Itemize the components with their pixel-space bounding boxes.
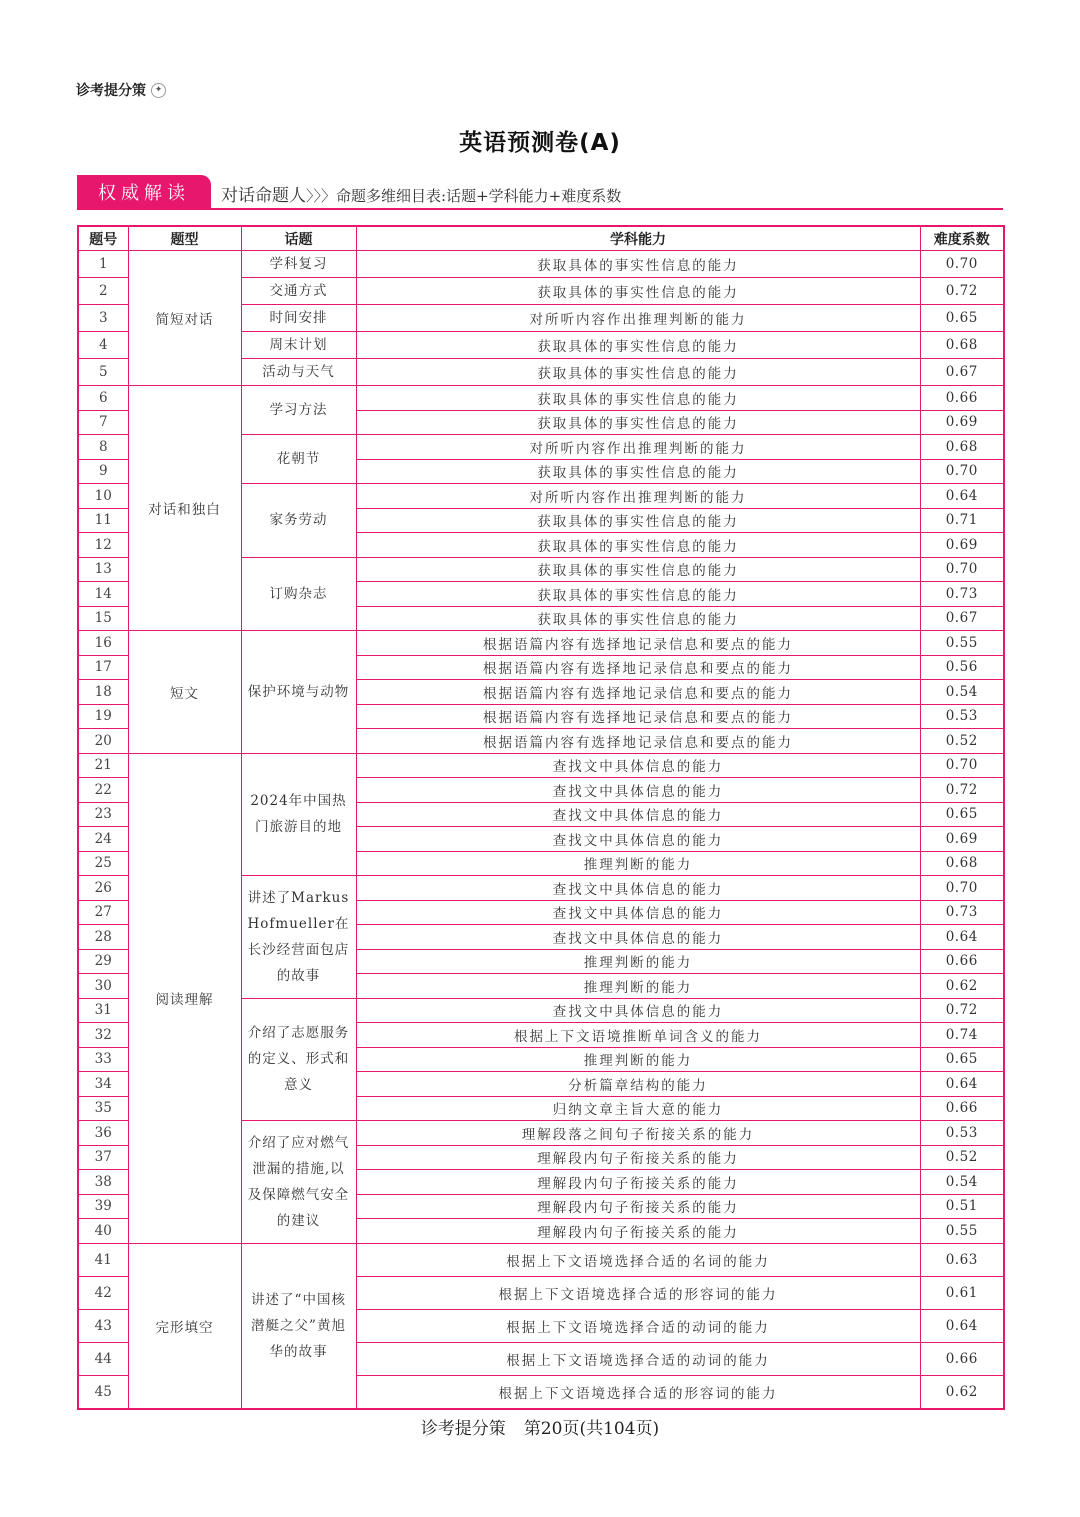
cell-ability: 查找文中具体信息的能力	[356, 925, 920, 950]
cell-difficulty: 0.70	[920, 557, 1004, 582]
cell-difficulty: 0.69	[920, 410, 1004, 435]
cell-question-no: 16	[78, 631, 128, 656]
cell-ability: 根据上下文语境选择合适的名词的能力	[356, 1243, 920, 1276]
banner-arrows: 〉〉〉	[306, 187, 337, 205]
brand-header	[76, 80, 166, 100]
cell-ability: 理解段落之间句子衔接关系的能力	[356, 1121, 920, 1146]
banner-subtitle: 命题多维细目表:话题+学科能力+难度系数	[336, 187, 622, 205]
cell-question-type: 对话和独白	[128, 386, 241, 631]
cell-question-no: 17	[78, 655, 128, 680]
cell-question-no: 27	[78, 900, 128, 925]
cell-question-no: 9	[78, 459, 128, 484]
cell-ability: 获取具体的事实性信息的能力	[356, 533, 920, 558]
cell-question-no: 13	[78, 557, 128, 582]
cell-question-no: 23	[78, 802, 128, 827]
cell-question-no: 34	[78, 1072, 128, 1097]
cell-ability: 对所听内容作出推理判断的能力	[356, 435, 920, 460]
cell-ability: 根据语篇内容有选择地记录信息和要点的能力	[356, 680, 920, 705]
cell-difficulty: 0.74	[920, 1023, 1004, 1048]
cell-difficulty: 0.73	[920, 900, 1004, 925]
cell-question-no: 25	[78, 851, 128, 876]
spec-table	[77, 225, 1005, 1410]
cell-question-no: 10	[78, 484, 128, 509]
cell-difficulty: 0.68	[920, 435, 1004, 460]
cell-difficulty: 0.73	[920, 582, 1004, 607]
header-ability: 学科能力	[356, 226, 920, 251]
table-body	[78, 251, 1004, 1409]
cell-difficulty: 0.68	[920, 851, 1004, 876]
cell-question-type: 完形填空	[128, 1243, 241, 1409]
cell-ability: 获取具体的事实性信息的能力	[356, 359, 920, 386]
cell-topic: 讲述了Markus Hofmueller在长沙经营面包店的故事	[241, 876, 356, 999]
footer-brand: 诊考提分策	[420, 1419, 506, 1439]
cell-difficulty: 0.70	[920, 251, 1004, 278]
cell-difficulty: 0.64	[920, 1072, 1004, 1097]
cell-difficulty: 0.63	[920, 1243, 1004, 1276]
cell-difficulty: 0.64	[920, 925, 1004, 950]
cell-ability: 理解段内句子衔接关系的能力	[356, 1170, 920, 1195]
cell-question-no: 14	[78, 582, 128, 607]
cell-difficulty: 0.56	[920, 655, 1004, 680]
banner-lead: 对话命题人	[221, 186, 306, 206]
cell-ability: 理解段内句子衔接关系的能力	[356, 1219, 920, 1244]
cell-question-no: 39	[78, 1194, 128, 1219]
cell-ability: 归纳文章主旨大意的能力	[356, 1096, 920, 1121]
cell-difficulty: 0.64	[920, 1309, 1004, 1342]
cell-ability: 获取具体的事实性信息的能力	[356, 332, 920, 359]
cell-topic: 交通方式	[241, 278, 356, 305]
table-row	[78, 1243, 1004, 1276]
cell-question-no: 44	[78, 1342, 128, 1375]
cell-question-type: 阅读理解	[128, 753, 241, 1243]
cell-topic: 介绍了应对燃气泄漏的措施,以及保障燃气安全的建议	[241, 1121, 356, 1244]
cell-ability: 获取具体的事实性信息的能力	[356, 582, 920, 607]
cell-ability: 对所听内容作出推理判断的能力	[356, 484, 920, 509]
cell-question-no: 32	[78, 1023, 128, 1048]
cell-question-no: 7	[78, 410, 128, 435]
cell-ability: 查找文中具体信息的能力	[356, 778, 920, 803]
cell-ability: 获取具体的事实性信息的能力	[356, 410, 920, 435]
cell-ability: 获取具体的事实性信息的能力	[356, 459, 920, 484]
cell-difficulty: 0.69	[920, 827, 1004, 852]
cell-difficulty: 0.70	[920, 459, 1004, 484]
cell-topic: 保护环境与动物	[241, 631, 356, 754]
cell-difficulty: 0.67	[920, 606, 1004, 631]
cell-question-type: 简短对话	[128, 251, 241, 386]
cell-topic: 学习方法	[241, 386, 356, 435]
cell-difficulty: 0.55	[920, 631, 1004, 656]
cell-ability: 根据上下文语境选择合适的动词的能力	[356, 1342, 920, 1375]
cell-question-no: 15	[78, 606, 128, 631]
cell-topic: 活动与天气	[241, 359, 356, 386]
cell-question-no: 12	[78, 533, 128, 558]
cell-question-no: 20	[78, 729, 128, 754]
cell-question-no: 45	[78, 1375, 128, 1409]
cell-topic: 学科复习	[241, 251, 356, 278]
cell-difficulty: 0.66	[920, 949, 1004, 974]
cell-topic: 时间安排	[241, 305, 356, 332]
header-type: 题型	[128, 226, 241, 251]
cell-question-no: 19	[78, 704, 128, 729]
banner-subtitle-line	[221, 181, 621, 206]
cell-question-no: 41	[78, 1243, 128, 1276]
cell-difficulty: 0.65	[920, 305, 1004, 332]
table-row	[78, 251, 1004, 278]
cell-difficulty: 0.67	[920, 359, 1004, 386]
cell-question-no: 4	[78, 332, 128, 359]
page-title: 英语预测卷(A)	[459, 130, 621, 156]
cell-ability: 查找文中具体信息的能力	[356, 753, 920, 778]
cell-question-no: 35	[78, 1096, 128, 1121]
cell-ability: 获取具体的事实性信息的能力	[356, 508, 920, 533]
cell-difficulty: 0.54	[920, 1170, 1004, 1195]
cell-difficulty: 0.72	[920, 998, 1004, 1023]
cell-ability: 根据上下文语境选择合适的动词的能力	[356, 1309, 920, 1342]
cell-ability: 推理判断的能力	[356, 851, 920, 876]
cell-question-no: 8	[78, 435, 128, 460]
cell-question-no: 24	[78, 827, 128, 852]
cell-ability: 获取具体的事实性信息的能力	[356, 251, 920, 278]
cell-question-no: 26	[78, 876, 128, 901]
cell-question-no: 28	[78, 925, 128, 950]
cell-question-no: 37	[78, 1145, 128, 1170]
cell-ability: 根据上下文语境选择合适的形容词的能力	[356, 1375, 920, 1409]
cell-ability: 根据语篇内容有选择地记录信息和要点的能力	[356, 631, 920, 656]
cell-question-no: 22	[78, 778, 128, 803]
header-no: 题号	[78, 226, 128, 251]
cell-question-no: 3	[78, 305, 128, 332]
cell-difficulty: 0.72	[920, 278, 1004, 305]
cell-question-no: 1	[78, 251, 128, 278]
page-footer	[0, 1414, 1080, 1439]
cell-question-no: 29	[78, 949, 128, 974]
cell-ability: 推理判断的能力	[356, 974, 920, 999]
cell-question-no: 42	[78, 1276, 128, 1309]
cell-ability: 根据语篇内容有选择地记录信息和要点的能力	[356, 655, 920, 680]
cell-question-no: 43	[78, 1309, 128, 1342]
section-banner	[77, 175, 1003, 211]
cell-ability: 对所听内容作出推理判断的能力	[356, 305, 920, 332]
cell-question-no: 5	[78, 359, 128, 386]
cell-ability: 查找文中具体信息的能力	[356, 876, 920, 901]
footer-page: 第20页(共104页)	[523, 1419, 660, 1439]
cell-ability: 获取具体的事实性信息的能力	[356, 386, 920, 411]
cell-ability: 根据上下文语境推断单词含义的能力	[356, 1023, 920, 1048]
cell-difficulty: 0.61	[920, 1276, 1004, 1309]
cell-topic: 讲述了“中国核潜艇之父”黄旭华的故事	[241, 1243, 356, 1409]
cell-question-no: 18	[78, 680, 128, 705]
cell-difficulty: 0.54	[920, 680, 1004, 705]
cell-difficulty: 0.62	[920, 974, 1004, 999]
header-difficulty: 难度系数	[920, 226, 1004, 251]
cell-topic: 周末计划	[241, 332, 356, 359]
cell-difficulty: 0.72	[920, 778, 1004, 803]
banner-divider	[77, 208, 1003, 210]
cell-topic: 2024年中国热门旅游目的地	[241, 753, 356, 876]
cell-ability: 查找文中具体信息的能力	[356, 802, 920, 827]
cell-ability: 根据上下文语境选择合适的形容词的能力	[356, 1276, 920, 1309]
cell-question-no: 40	[78, 1219, 128, 1244]
cell-difficulty: 0.70	[920, 753, 1004, 778]
table-row	[78, 753, 1004, 778]
header-topic: 话题	[241, 226, 356, 251]
cell-ability: 查找文中具体信息的能力	[356, 827, 920, 852]
cell-ability: 根据语篇内容有选择地记录信息和要点的能力	[356, 729, 920, 754]
cell-topic: 订购杂志	[241, 557, 356, 631]
cell-difficulty: 0.52	[920, 1145, 1004, 1170]
cell-difficulty: 0.65	[920, 1047, 1004, 1072]
cell-difficulty: 0.53	[920, 1121, 1004, 1146]
cell-question-no: 30	[78, 974, 128, 999]
table-header-row	[78, 226, 1004, 251]
brand-name: 诊考提分策	[76, 83, 146, 99]
cell-difficulty: 0.66	[920, 386, 1004, 411]
cell-difficulty: 0.52	[920, 729, 1004, 754]
cell-question-no: 6	[78, 386, 128, 411]
cell-ability: 获取具体的事实性信息的能力	[356, 278, 920, 305]
cell-difficulty: 0.70	[920, 876, 1004, 901]
cell-difficulty: 0.66	[920, 1096, 1004, 1121]
cell-question-no: 36	[78, 1121, 128, 1146]
cell-difficulty: 0.55	[920, 1219, 1004, 1244]
cell-question-no: 11	[78, 508, 128, 533]
cell-question-no: 31	[78, 998, 128, 1023]
table-row	[78, 631, 1004, 656]
cell-question-no: 2	[78, 278, 128, 305]
cell-ability: 理解段内句子衔接关系的能力	[356, 1145, 920, 1170]
table-row	[78, 386, 1004, 411]
cell-ability: 获取具体的事实性信息的能力	[356, 557, 920, 582]
banner-tag: 权威解读	[77, 175, 211, 209]
cell-question-no: 21	[78, 753, 128, 778]
flame-logo-icon: ✦	[151, 83, 166, 98]
cell-ability: 推理判断的能力	[356, 1047, 920, 1072]
cell-ability: 查找文中具体信息的能力	[356, 998, 920, 1023]
cell-ability: 推理判断的能力	[356, 949, 920, 974]
cell-difficulty: 0.51	[920, 1194, 1004, 1219]
cell-topic: 花朝节	[241, 435, 356, 484]
cell-topic: 家务劳动	[241, 484, 356, 558]
cell-ability: 理解段内句子衔接关系的能力	[356, 1194, 920, 1219]
cell-difficulty: 0.66	[920, 1342, 1004, 1375]
cell-topic: 介绍了志愿服务的定义、形式和意义	[241, 998, 356, 1121]
cell-difficulty: 0.69	[920, 533, 1004, 558]
cell-difficulty: 0.65	[920, 802, 1004, 827]
cell-question-type: 短文	[128, 631, 241, 754]
cell-question-no: 38	[78, 1170, 128, 1195]
cell-difficulty: 0.53	[920, 704, 1004, 729]
cell-difficulty: 0.71	[920, 508, 1004, 533]
cell-difficulty: 0.64	[920, 484, 1004, 509]
cell-ability: 分析篇章结构的能力	[356, 1072, 920, 1097]
cell-question-no: 33	[78, 1047, 128, 1072]
cell-ability: 获取具体的事实性信息的能力	[356, 606, 920, 631]
cell-difficulty: 0.68	[920, 332, 1004, 359]
cell-ability: 根据语篇内容有选择地记录信息和要点的能力	[356, 704, 920, 729]
cell-ability: 查找文中具体信息的能力	[356, 900, 920, 925]
cell-difficulty: 0.62	[920, 1375, 1004, 1409]
